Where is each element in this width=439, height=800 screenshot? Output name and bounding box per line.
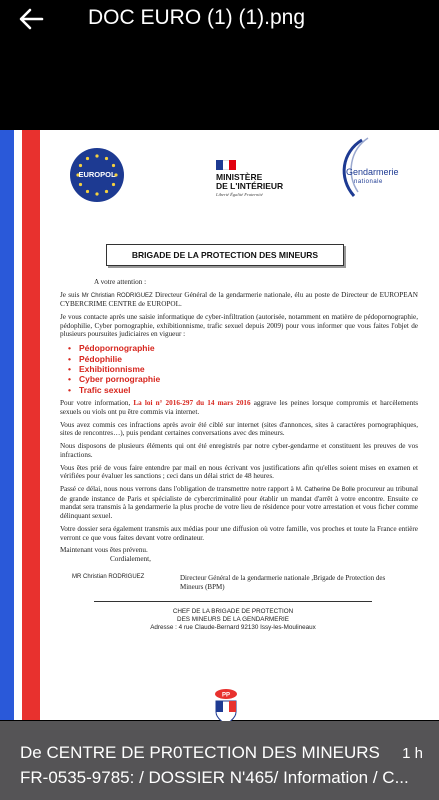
chef-block bbox=[94, 601, 372, 633]
notification-time: 1 h bbox=[402, 745, 423, 762]
paragraph-media: Votre dossier sera également transmis aux médias pour une diffusion où votre famille, vos proches et toute la France entière verront ce que vous faites devant votre ordinateur. bbox=[60, 524, 418, 542]
crime-list bbox=[68, 343, 418, 395]
chef-line1: CHEF DE LA BRIGADE DE PROTECTION bbox=[172, 608, 294, 616]
flag-stripe-white bbox=[14, 130, 22, 720]
gendarmerie-logo bbox=[332, 134, 418, 214]
flag-stripe-red bbox=[22, 130, 40, 720]
paragraph-law: Pour votre information, La loi n° 2016-297 du 14 mars 2016 aggrave les peines lorsque compromis et harcèlements sexuels ou viols ont pu être commis via internet. bbox=[60, 399, 419, 416]
paragraph-identity: Je suis Mr Christian RODRIGUEZ Directeur Général de la gendarmerie nationale, élu au poste de Directeur de EUROPEAN CYBERCRIME CENTRE de EUROPOL. bbox=[60, 290, 418, 309]
french-flag-icon bbox=[216, 160, 236, 170]
brigade-title-box: BRIGADE DE LA PROTECTION DES MINEURS bbox=[106, 244, 344, 266]
sender-name: Mr Christian RODRIGUEZ bbox=[81, 292, 153, 299]
file-title: DOC EURO (1) (1).png bbox=[88, 6, 306, 29]
law-reference: La loi n° 2016-297 du 14 mars 2016 bbox=[133, 399, 251, 408]
svg-text:PP: PP bbox=[221, 692, 231, 699]
list-item: • Cyber pornographie bbox=[68, 374, 418, 384]
notification-subject: FR-0535-9785: / DOSSIER N'465/ Information / C... bbox=[20, 768, 409, 787]
ministere-line2: DE L'INTÉRIEUR bbox=[216, 180, 284, 191]
gendarmerie-sub: nationale bbox=[354, 179, 383, 185]
ministere-logo bbox=[210, 160, 310, 198]
letter-body bbox=[60, 278, 418, 633]
ministere-line1: MINISTÈRE bbox=[216, 172, 263, 182]
paragraph-contact: Je vous contacte après une saisie informatique de cyber-infiltration (autorisée, notamment en matière de pédopornographie, pédophilie, Cyber pornographie, exhibitionnisme, trafic sexuel depuis 2009) pour vous informer que vous faites l'objet de plusieurs poursuites judiciaires en vigueur : bbox=[60, 312, 418, 339]
europol-label: EUROPOL bbox=[78, 170, 116, 179]
gendarmerie-name: Gendarmerie bbox=[346, 167, 399, 177]
chef-address: Adresse : 4 rue Claude-Bernard 92130 Issy-les-Moulineaux bbox=[150, 624, 316, 632]
ministere-motto: Liberté Égalité Fraternité bbox=[216, 191, 263, 197]
paragraph-warrant: Passé ce délai, nous nous verrons dans l'obligation de transmettre notre rapport à M. Catherine De Bolle procureur au tribunal de grande instance de Paris et spécialiste de cybercriminalité pour établir un mandat d'arrêt à votre encontre. Ensuite ce mandat sera transmis à la gendarmerie la plus proche de votre lieu de résidence pour votre arrestation et vous ficher comme délinquant sexuel. bbox=[60, 485, 419, 521]
paragraph-evidence: Nous disposons de plusieurs éléments qui ont été enregistrés par notre cyber-gendarme et constituent les preuves de vos infractions. bbox=[60, 442, 418, 459]
back-arrow-icon[interactable] bbox=[16, 4, 46, 34]
closing-regards: Cordialement, bbox=[110, 555, 151, 564]
europol-logo bbox=[70, 148, 124, 202]
paragraph-deadline: Vous êtes prié de vous faire entendre par mail en nous écrivant vos justifications afin qu'elles soient mises en examen et vérifiées pour évaluer les sanctions ; ceci dans un délai strict de 48 heures. bbox=[60, 463, 418, 481]
list-item: • Pédopornographie bbox=[68, 343, 418, 353]
flag-stripe-blue bbox=[0, 130, 14, 720]
list-item: • Exhibitionnisme bbox=[68, 364, 418, 374]
document-image[interactable] bbox=[0, 130, 439, 720]
signature-row bbox=[60, 574, 418, 591]
closing-warned: Maintenant vous êtes prévenu. bbox=[60, 546, 148, 555]
signature-title: Directeur Général de la gendarmerie nationale ,Brigade de Protection des Mineurs (BPM) bbox=[180, 574, 386, 591]
notification-sender: De CENTRE DE PR0TECTION DES MINEURS bbox=[20, 743, 380, 762]
chef-line2: DES MINEURS DE LA GENDARMERIE bbox=[177, 616, 289, 624]
list-item: • Trafic sexuel bbox=[68, 385, 418, 395]
paragraph-targeted: Vous avez commis ces infractions après avoir été ciblé sur internet (sites d'annonces, sites à caractères pornographiques, sites de rencontres…), puis pendant certaines conversations avec des mineurs. bbox=[60, 420, 418, 438]
attention-line: A votre attention : bbox=[94, 278, 147, 286]
notification-banner[interactable] bbox=[0, 721, 439, 800]
prosecutor-name: M. Catherine De Bolle bbox=[295, 487, 356, 494]
top-app-bar bbox=[0, 0, 439, 40]
list-item: • Pédophilie bbox=[68, 354, 418, 364]
logo-row bbox=[60, 130, 420, 230]
signature-name: MR Christian RODRIGUEZ bbox=[72, 574, 145, 581]
